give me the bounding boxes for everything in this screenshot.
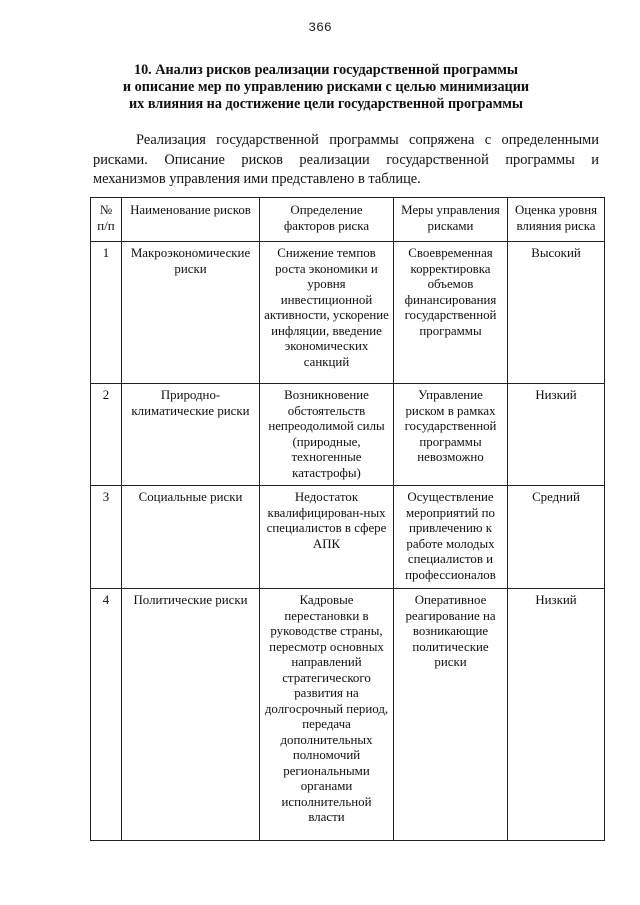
intro-line: Реализация государственной программы сопряжена с определенными (136, 132, 599, 148)
cell-risk-level: Высокий (508, 242, 605, 384)
cell-risk-measures: Своевременная корректировка объемов финансирования государственной программы (394, 242, 508, 384)
cell-risk-name: Политические риски (122, 589, 260, 841)
intro-line: механизмов управления ими представлено в таблице. (93, 171, 421, 187)
cell-risk-name: Макроэкономические риски (122, 242, 260, 384)
cell-risk-factors: Возникновение обстоятельств непреодолимой силы (природные, техногенные катастрофы) (260, 384, 394, 486)
cell-risk-name: Социальные риски (122, 486, 260, 589)
heading-line: их влияния на достижение цели государственной программы (129, 96, 523, 112)
cell-risk-name: Природно-климатические риски (122, 384, 260, 486)
cell-risk-factors: Недостаток квалифицирован-ных специалистов в сфере АПК (260, 486, 394, 589)
heading-line: 10. Анализ рисков реализации государственной программы (133, 62, 519, 78)
cell-risk-level: Низкий (508, 589, 605, 841)
intro-paragraph (93, 131, 599, 190)
page-number: 366 (308, 20, 332, 35)
cell-risk-level: Низкий (508, 384, 605, 486)
cell-risk-measures: Осуществление мероприятий по привлечению к работе молодых специалистов и профессионалов (394, 486, 508, 589)
cell-number: 1 (91, 242, 122, 384)
cell-risk-measures: Оперативное реагирование на возникающие политические риски (394, 589, 508, 841)
cell-number: 4 (91, 589, 122, 841)
cell-risk-factors: Снижение темпов роста экономики и уровня инвестиционной активности, ускорение инфляции, введение экономических санкций (260, 242, 394, 384)
header-risk-name: Наименование рисков (122, 198, 260, 242)
header-risk-measures: Меры управления рисками (394, 198, 508, 242)
table-row (91, 384, 605, 486)
table-row (91, 242, 605, 384)
cell-risk-level: Средний (508, 486, 605, 589)
header-risk-level: Оценка уровня влияния риска (508, 198, 605, 242)
cell-risk-factors: Кадровые перестановки в руководстве страны, пересмотр основных направлений стратегического развития на долгосрочный период, передача дополнительных полномочий региональными органами исполнительной власти (260, 589, 394, 841)
cell-number: 3 (91, 486, 122, 589)
table-row (91, 589, 605, 841)
section-heading (100, 62, 552, 113)
cell-risk-measures: Управление риском в рамках государственной программы невозможно (394, 384, 508, 486)
cell-number: 2 (91, 384, 122, 486)
header-number: № п/п (91, 198, 122, 242)
heading-line: и описание мер по управлению рисками с целью минимизации (122, 79, 530, 95)
table-header-row (91, 198, 605, 242)
header-risk-factors: Определение факторов риска (260, 198, 394, 242)
risks-table (90, 197, 605, 841)
table-row (91, 486, 605, 589)
intro-line: рисками. Описание рисков реализации государственной программы и (93, 151, 599, 168)
